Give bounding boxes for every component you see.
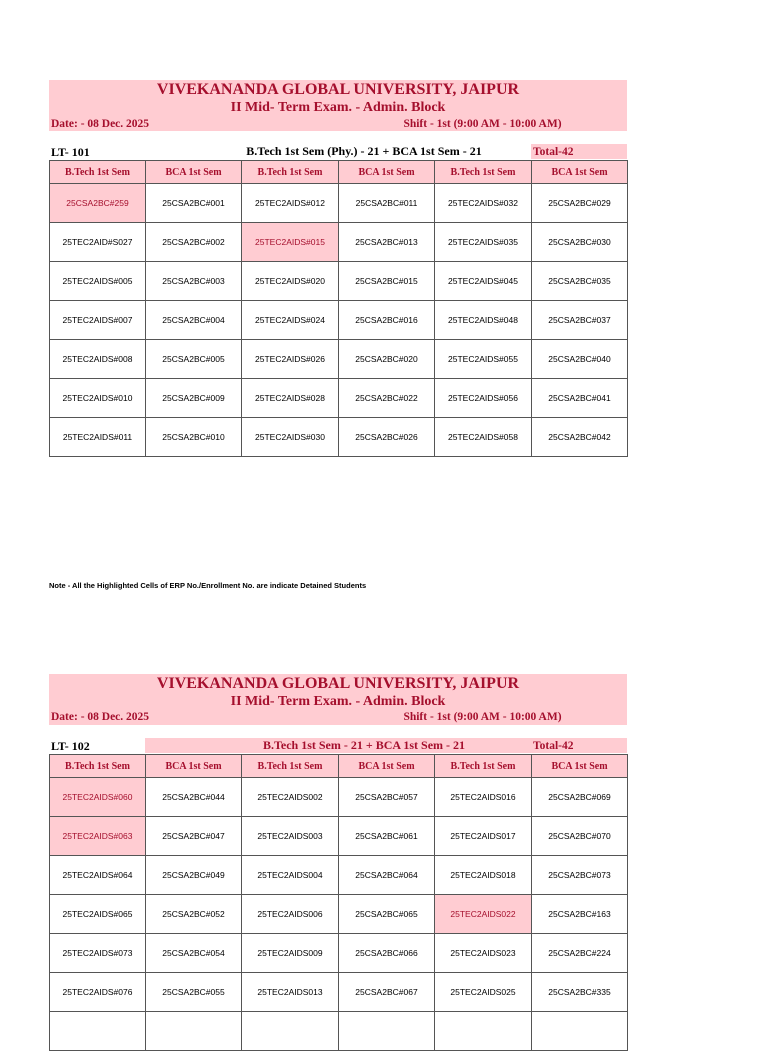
enrollment-cell: 25CSA2BC#013	[339, 223, 435, 262]
enrollment-cell	[242, 1012, 339, 1051]
enrollment-cell: 25CSA2BC#015	[339, 262, 435, 301]
enrollment-cell: 25CSA2BC#010	[146, 418, 242, 457]
enrollment-cell: 25CSA2BC#026	[339, 418, 435, 457]
enrollment-cell: 25TEC2AIDS006	[242, 895, 339, 934]
enrollment-cell: 25CSA2BC#009	[146, 379, 242, 418]
enrollment-cell: 25TEC2AIDS#064	[50, 856, 146, 895]
enrollment-cell: 25CSA2BC#003	[146, 262, 242, 301]
enrollment-cell: 25CSA2BC#011	[339, 184, 435, 223]
shift-label: Shift - 1st (9:00 AM - 10:00 AM)	[403, 711, 562, 723]
column-header: BCA 1st Sem	[146, 755, 242, 778]
shift-label: Shift - 1st (9:00 AM - 10:00 AM)	[403, 118, 562, 130]
table-row	[50, 856, 628, 895]
seating-block-lt102	[49, 674, 627, 1024]
table-row	[50, 184, 628, 223]
column-header: BCA 1st Sem	[146, 161, 242, 184]
column-header: B.Tech 1st Sem	[435, 755, 532, 778]
enrollment-cell: 25TEC2AIDS022	[435, 895, 532, 934]
total-count: Total-42	[533, 146, 574, 158]
column-header: B.Tech 1st Sem	[50, 161, 146, 184]
table-row	[50, 223, 628, 262]
table-row	[50, 1012, 628, 1051]
table-row	[50, 301, 628, 340]
enrollment-cell: 25TEC2AIDS009	[242, 934, 339, 973]
enrollment-cell	[50, 1012, 146, 1051]
table-row	[50, 340, 628, 379]
detained-note: Note - All the Highlighted Cells of ERP No./Enrollment No. are indicate Detained Students	[49, 581, 367, 590]
enrollment-cell: 25CSA2BC#066	[339, 934, 435, 973]
enrollment-cell: 25TEC2AIDS#045	[435, 262, 532, 301]
enrollment-cell: 25CSA2BC#004	[146, 301, 242, 340]
exam-date: Date: - 08 Dec. 2025	[51, 118, 150, 130]
enrollment-cell: 25TEC2AIDS#020	[242, 262, 339, 301]
table-row	[50, 934, 628, 973]
enrollment-cell: 25CSA2BC#335	[532, 973, 628, 1012]
enrollment-cell: 25TEC2AIDS#030	[242, 418, 339, 457]
table-row	[50, 379, 628, 418]
enrollment-cell: 25CSA2BC#049	[146, 856, 242, 895]
enrollment-cell: 25CSA2BC#005	[146, 340, 242, 379]
column-header: B.Tech 1st Sem	[435, 161, 532, 184]
enrollment-cell: 25CSA2BC#073	[532, 856, 628, 895]
enrollment-cell: 25CSA2BC#044	[146, 778, 242, 817]
seating-block-lt101	[49, 80, 627, 460]
enrollment-cell: 25CSA2BC#163	[532, 895, 628, 934]
enrollment-cell: 25TEC2AIDS#058	[435, 418, 532, 457]
enrollment-cell: 25TEC2AID#S027	[50, 223, 146, 262]
enrollment-cell: 25CSA2BC#016	[339, 301, 435, 340]
enrollment-cell: 25CSA2BC#070	[532, 817, 628, 856]
enrollment-cell: 25CSA2BC#041	[532, 379, 628, 418]
enrollment-cell: 25TEC2AIDS#011	[50, 418, 146, 457]
enrollment-cell: 25TEC2AIDS#073	[50, 934, 146, 973]
enrollment-cell: 25CSA2BC#047	[146, 817, 242, 856]
enrollment-cell: 25CSA2BC#040	[532, 340, 628, 379]
room-label: LT- 101	[51, 145, 90, 159]
enrollment-cell: 25TEC2AIDS003	[242, 817, 339, 856]
column-header: BCA 1st Sem	[532, 161, 628, 184]
exam-title: II Mid- Term Exam. - Admin. Block	[230, 694, 446, 709]
course-summary: B.Tech 1st Sem - 21 + BCA 1st Sem - 21	[262, 738, 466, 752]
enrollment-cell: 25CSA2BC#055	[146, 973, 242, 1012]
table-row	[50, 262, 628, 301]
enrollment-cell: 25TEC2AIDS017	[435, 817, 532, 856]
enrollment-cell	[339, 1012, 435, 1051]
column-header: BCA 1st Sem	[532, 755, 628, 778]
enrollment-cell: 25TEC2AIDS#060	[50, 778, 146, 817]
enrollment-cell: 25TEC2AIDS#005	[50, 262, 146, 301]
enrollment-cell: 25TEC2AIDS025	[435, 973, 532, 1012]
enrollment-cell: 25TEC2AIDS#032	[435, 184, 532, 223]
column-header: BCA 1st Sem	[339, 161, 435, 184]
enrollment-cell: 25TEC2AIDS#056	[435, 379, 532, 418]
table-row	[50, 418, 628, 457]
enrollment-cell: 25TEC2AIDS#024	[242, 301, 339, 340]
table-row	[50, 778, 628, 817]
seating-table	[49, 160, 628, 457]
enrollment-cell	[146, 1012, 242, 1051]
enrollment-cell: 25TEC2AIDS#028	[242, 379, 339, 418]
enrollment-cell: 25CSA2BC#064	[339, 856, 435, 895]
enrollment-cell: 25TEC2AIDS013	[242, 973, 339, 1012]
enrollment-cell: 25TEC2AIDS002	[242, 778, 339, 817]
enrollment-cell: 25CSA2BC#057	[339, 778, 435, 817]
enrollment-cell: 25TEC2AIDS#026	[242, 340, 339, 379]
enrollment-cell: 25CSA2BC#259	[50, 184, 146, 223]
enrollment-cell	[532, 1012, 628, 1051]
enrollment-cell: 25CSA2BC#035	[532, 262, 628, 301]
table-row	[50, 817, 628, 856]
university-title: VIVEKANANDA GLOBAL UNIVERSITY, JAIPUR	[156, 81, 520, 98]
enrollment-cell: 25CSA2BC#002	[146, 223, 242, 262]
enrollment-cell: 25TEC2AIDS#055	[435, 340, 532, 379]
enrollment-cell: 25CSA2BC#065	[339, 895, 435, 934]
enrollment-cell: 25TEC2AIDS004	[242, 856, 339, 895]
enrollment-cell: 25TEC2AIDS#015	[242, 223, 339, 262]
room-label: LT- 102	[51, 739, 90, 753]
enrollment-cell: 25CSA2BC#061	[339, 817, 435, 856]
exam-title: II Mid- Term Exam. - Admin. Block	[230, 100, 446, 115]
column-header: B.Tech 1st Sem	[50, 755, 146, 778]
exam-date: Date: - 08 Dec. 2025	[51, 711, 150, 723]
enrollment-cell: 25TEC2AIDS#048	[435, 301, 532, 340]
enrollment-cell: 25TEC2AIDS016	[435, 778, 532, 817]
table-row	[50, 973, 628, 1012]
enrollment-cell: 25TEC2AIDS018	[435, 856, 532, 895]
enrollment-cell: 25TEC2AIDS#065	[50, 895, 146, 934]
enrollment-cell: 25TEC2AIDS#035	[435, 223, 532, 262]
enrollment-cell: 25TEC2AIDS#012	[242, 184, 339, 223]
enrollment-cell: 25CSA2BC#069	[532, 778, 628, 817]
enrollment-cell: 25CSA2BC#037	[532, 301, 628, 340]
enrollment-cell: 25TEC2AIDS#008	[50, 340, 146, 379]
course-summary: B.Tech 1st Sem (Phy.) - 21 + BCA 1st Sem - 21	[246, 144, 482, 158]
column-header: BCA 1st Sem	[339, 755, 435, 778]
column-header: B.Tech 1st Sem	[242, 755, 339, 778]
enrollment-cell: 25TEC2AIDS#010	[50, 379, 146, 418]
enrollment-cell: 25TEC2AIDS023	[435, 934, 532, 973]
enrollment-cell: 25CSA2BC#224	[532, 934, 628, 973]
enrollment-cell: 25CSA2BC#020	[339, 340, 435, 379]
enrollment-cell: 25CSA2BC#030	[532, 223, 628, 262]
enrollment-cell: 25CSA2BC#029	[532, 184, 628, 223]
enrollment-cell: 25CSA2BC#042	[532, 418, 628, 457]
university-title: VIVEKANANDA GLOBAL UNIVERSITY, JAIPUR	[156, 675, 520, 692]
seating-table	[49, 754, 628, 1051]
enrollment-cell: 25CSA2BC#022	[339, 379, 435, 418]
enrollment-cell: 25CSA2BC#052	[146, 895, 242, 934]
enrollment-cell	[435, 1012, 532, 1051]
enrollment-cell: 25TEC2AIDS#076	[50, 973, 146, 1012]
enrollment-cell: 25TEC2AIDS#007	[50, 301, 146, 340]
total-count: Total-42	[533, 740, 574, 752]
enrollment-cell: 25CSA2BC#054	[146, 934, 242, 973]
enrollment-cell: 25CSA2BC#001	[146, 184, 242, 223]
enrollment-cell: 25CSA2BC#067	[339, 973, 435, 1012]
table-row	[50, 895, 628, 934]
column-header: B.Tech 1st Sem	[242, 161, 339, 184]
enrollment-cell: 25TEC2AIDS#063	[50, 817, 146, 856]
